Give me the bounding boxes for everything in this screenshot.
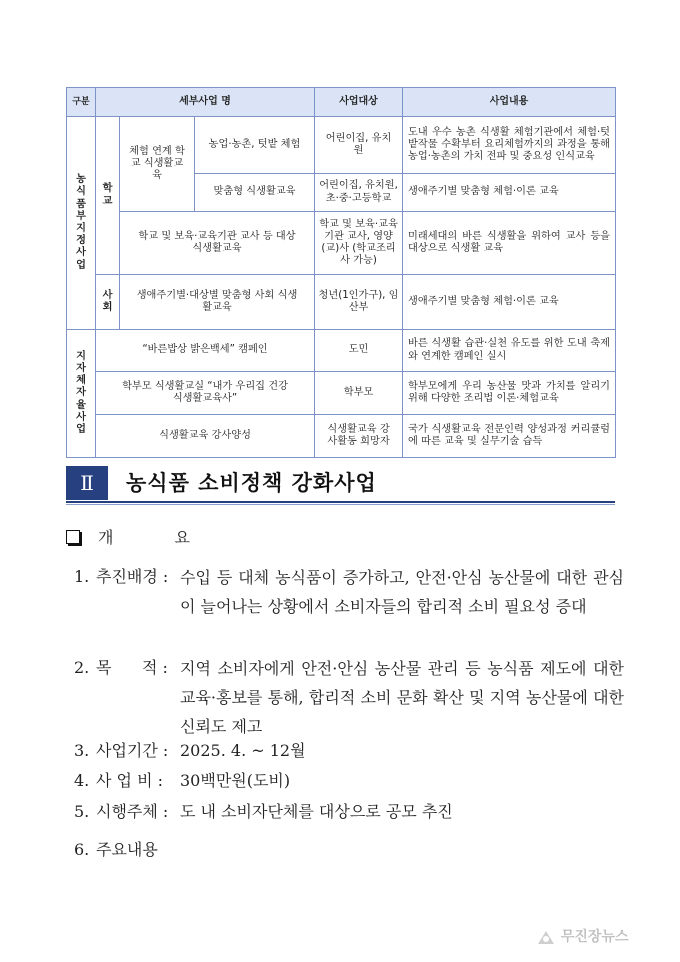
- row2-project: 맞춤형 식생활교육: [195, 174, 315, 212]
- row1-content: 도내 우수 농촌 식생활 체험기관에서 체험·텃밭작물 수확부터 요리체험까지의 과정을 통해 농업·농촌의 가치 전파 및 중요성 인식교육: [403, 117, 616, 174]
- item-key: 목 적 :: [96, 658, 168, 677]
- section-number: Ⅱ: [66, 466, 108, 500]
- item-number: 2.: [74, 658, 90, 677]
- table-header-row: [67, 88, 616, 117]
- item-number: 6.: [74, 840, 90, 859]
- section-header: [66, 466, 615, 502]
- watermark-text: 무진장뉴스: [560, 929, 629, 945]
- row1-project: 농업·농촌, 텃밭 체험: [195, 117, 315, 174]
- section-title: 농식품 소비정책 강화사업: [126, 471, 377, 495]
- section-divider-thin: [66, 504, 615, 505]
- overview-label: 개 요: [98, 528, 218, 547]
- row5-project: “바른밥상 밝은백세” 캠페인: [96, 330, 315, 372]
- table-row: [67, 330, 616, 372]
- project-table: [66, 87, 616, 458]
- item-key: 주요내용: [96, 840, 158, 859]
- header-target: 사업대상: [315, 88, 403, 117]
- table-row: [67, 275, 616, 330]
- row7-content: 국가 식생활교육 전문인력 양성과정 커리큘럼에 따른 교육 및 실무기술 습득: [403, 415, 616, 458]
- item-value: 지역 소비자에게 안전·안심 농산물 관리 등 농식품 제도에 대한 교육·홍보를 통해, 합리적 소비 문화 확산 및 지역 농산물에 대한 신뢰도 제고: [180, 659, 624, 736]
- row7-target: 식생활교육 강사활동 희망자: [315, 415, 403, 458]
- item-key: 사업기간 :: [96, 741, 169, 760]
- item-number: 4.: [74, 771, 90, 790]
- row3-target: 학교 및 보육·교육기관 교사, 영양(교)사 (학교조리사 가능): [315, 212, 403, 275]
- row3-project: 학교 및 보육·교육기관 교사 등 대상 식생활교육: [120, 212, 315, 275]
- watermark-logo-icon: [536, 928, 556, 946]
- row6-content: 학부모에게 우리 농산물 맛과 가치를 알리기 위해 다양한 조리법 이론·체험교육: [403, 372, 616, 415]
- subgroup-school: 학교: [96, 117, 120, 275]
- checkbox-bullet-icon: [66, 530, 80, 544]
- item-key: 추진배경 :: [96, 567, 169, 586]
- row6-project: 학부모 식생활교실 “내가 우리집 건강식생활교육사”: [96, 372, 315, 415]
- row2-content: 생애주기별 맞춤형 체험·이론 교육: [403, 174, 616, 212]
- subgroup-society: 사회: [96, 275, 120, 330]
- group-local: 지자체자율사업: [67, 330, 96, 458]
- item-value: 도 내 소비자단체를 대상으로 공모 추진: [180, 802, 453, 821]
- item-value: 30백만원(도비): [180, 771, 291, 790]
- row2-target: 어린이집, 유치원, 초·중·고등학교: [315, 174, 403, 212]
- item-key: 사 업 비 :: [96, 771, 164, 790]
- row1-target: 어린이집, 유치원: [315, 117, 403, 174]
- table-row: [67, 372, 616, 415]
- row6-target: 학부모: [315, 372, 403, 415]
- row5-content: 바른 식생활 습관·실천 유도를 위한 도내 축제와 연계한 캠페인 실시: [403, 330, 616, 372]
- table-row: [67, 212, 616, 275]
- watermark: [536, 922, 672, 952]
- group-ministry: 농식품부지정사업: [67, 117, 96, 330]
- row7-project: 식생활교육 강사양성: [96, 415, 315, 458]
- row3-content: 미래세대의 바른 식생활을 위하여 교사 등을 대상으로 식생활 교육: [403, 212, 616, 275]
- row4-target: 청년(1인가구), 임산부: [315, 275, 403, 330]
- section-divider: [66, 501, 615, 503]
- item-number: 3.: [74, 741, 90, 760]
- header-content: 사업내용: [403, 88, 616, 117]
- experience-group: 체험 연계 학교 식생활교육: [120, 117, 195, 212]
- overview-heading: [66, 525, 218, 548]
- item-key: 시행주체 :: [96, 802, 169, 821]
- item-number: 1.: [74, 567, 90, 586]
- item-value: 수입 등 대체 농식품이 증가하고, 안전·안심 농산물에 대한 관심이 늘어나는 상황에서 소비자들의 합리적 소비 필요성 증대: [180, 568, 624, 616]
- table-row: [67, 415, 616, 458]
- table-row: [67, 117, 616, 174]
- item-number: 5.: [74, 802, 90, 821]
- row4-content: 생애주기별 맞춤형 체험·이론 교육: [403, 275, 616, 330]
- row4-project: 생애주기별·대상별 맞춤형 사회 식생활교육: [120, 275, 315, 330]
- header-category: 구분: [67, 88, 96, 117]
- item-value: 2025. 4. ~ 12월: [180, 741, 306, 760]
- header-project: 세부사업 명: [96, 88, 315, 117]
- row5-target: 도민: [315, 330, 403, 372]
